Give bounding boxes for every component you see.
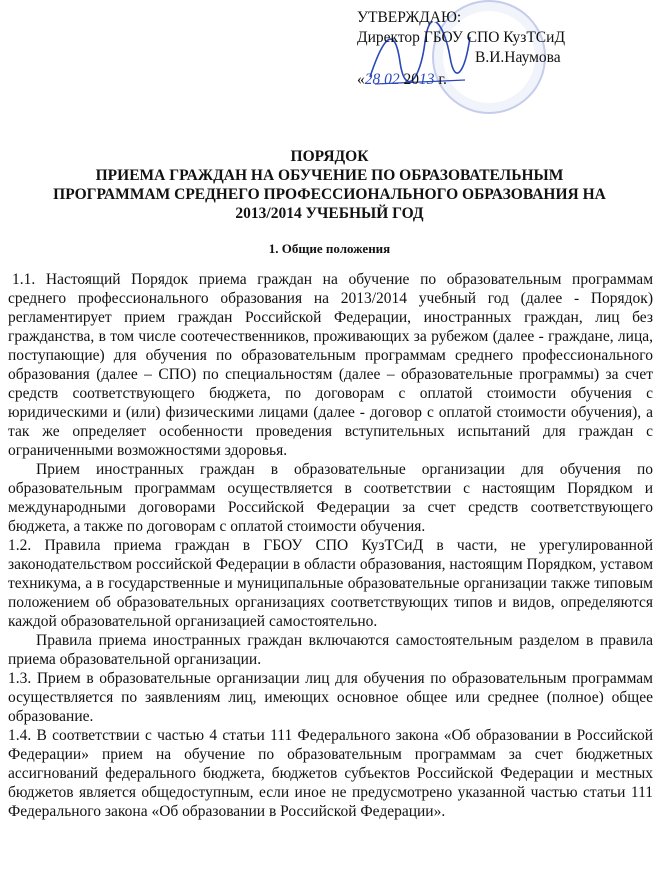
paragraph-1-3: 1.3. Прием в образовательные организации лиц для обучения по образовательным программам осуществляется по заявлениям лиц, имеющих основное общее или среднее (полное) общее образование. <box>8 670 653 725</box>
date-day-month: 28 02 <box>364 71 400 88</box>
title-line-2: ПРИЕМА ГРАЖДАН НА ОБУЧЕНИЕ ПО ОБРАЗОВАТЕЛЬНЫМ <box>95 167 564 184</box>
approval-date <box>357 70 647 90</box>
paragraph-foreign-rules: Правила приема иностранных граждан включаются самостоятельным разделом в правила приема образовательной организации. <box>8 632 653 668</box>
document-title <box>0 147 659 223</box>
paragraph-foreign-citizens: Прием иностранных граждан в образовательные организации для обучения по образовательным программам осуществляется в соответствии с настоящим Порядком и международными договорами Российской Федерации за счет средств соответствующего бюджета, а также по договорам с оплатой стоимости обучения. <box>8 461 653 535</box>
approval-block <box>357 8 647 90</box>
date-year: 13 <box>419 71 435 88</box>
approval-position: Директор ГБОУ СПО КузТСиД <box>357 29 566 46</box>
approval-name: В.И.Наумова <box>475 49 561 66</box>
paragraph-1-4: 1.4. В соответствии с частью 4 статьи 111 Федерального закона «Об образовании в Российской Федерации» прием на обучение по образовательным программам за счет бюджетных ассигнований федерального бюджета, бюджетов субъектов Российской Федерации и местных бюджетов является общедоступным, если иное не предусмотрено указанной частью статьи 111 Федерального закона «Об образовании в Российской Федерации». <box>8 727 653 820</box>
title-line-4: 2013/2014 УЧЕБНЫЙ ГОД <box>235 205 424 222</box>
approval-heading: УТВЕРЖДАЮ: <box>357 9 462 26</box>
paragraph-1-1: 1.1. Настоящий Порядок приема граждан на обучение по образовательным программам среднего профессионального образования на 2013/2014 учебный год (далее - Порядок) регламентирует прием граждан Российской Федерации, иностранных граждан, лиц без гражданства, в том числе соотечественников, проживающих за рубежом (далее - граждане, лица, поступающие) для обучения по образовательным программам среднего профессионального образования (далее – СПО) по специальностям (далее – образовательные программы) за счет средств соответствующего бюджета, по договорам с оплатой стоимости обучения с юридическими и (или) физическими лицами (далее - договор с оплатой стоимости обучения), а так же определяет особенности проведения вступительных испытаний для граждан с ограниченными возможностями здоровья. <box>8 271 653 459</box>
date-open-quote: « <box>357 71 365 88</box>
section-heading: 1. Общие положения <box>268 241 391 256</box>
title-line-1: ПОРЯДОК <box>290 148 369 165</box>
date-century: 20 <box>399 71 419 88</box>
date-suffix: г. <box>434 71 447 88</box>
paragraph-1-2: 1.2. Правила приема граждан в ГБОУ СПО КузТСиД в части, не урегулированной законодательством российской Федерации в области образования, настоящим Порядком, уставом техникума, а в государственные и муниципальные образовательные организации также типовым положением об образовательных организациях соответствующих типов и видов, определяются каждой образовательной организацией самостоятельно. <box>8 537 653 630</box>
title-line-3: ПРОГРАММАМ СРЕДНЕГО ПРОФЕССИОНАЛЬНОГО ОБРАЗОВАНИЯ НА <box>53 186 606 203</box>
document-body <box>8 270 653 821</box>
